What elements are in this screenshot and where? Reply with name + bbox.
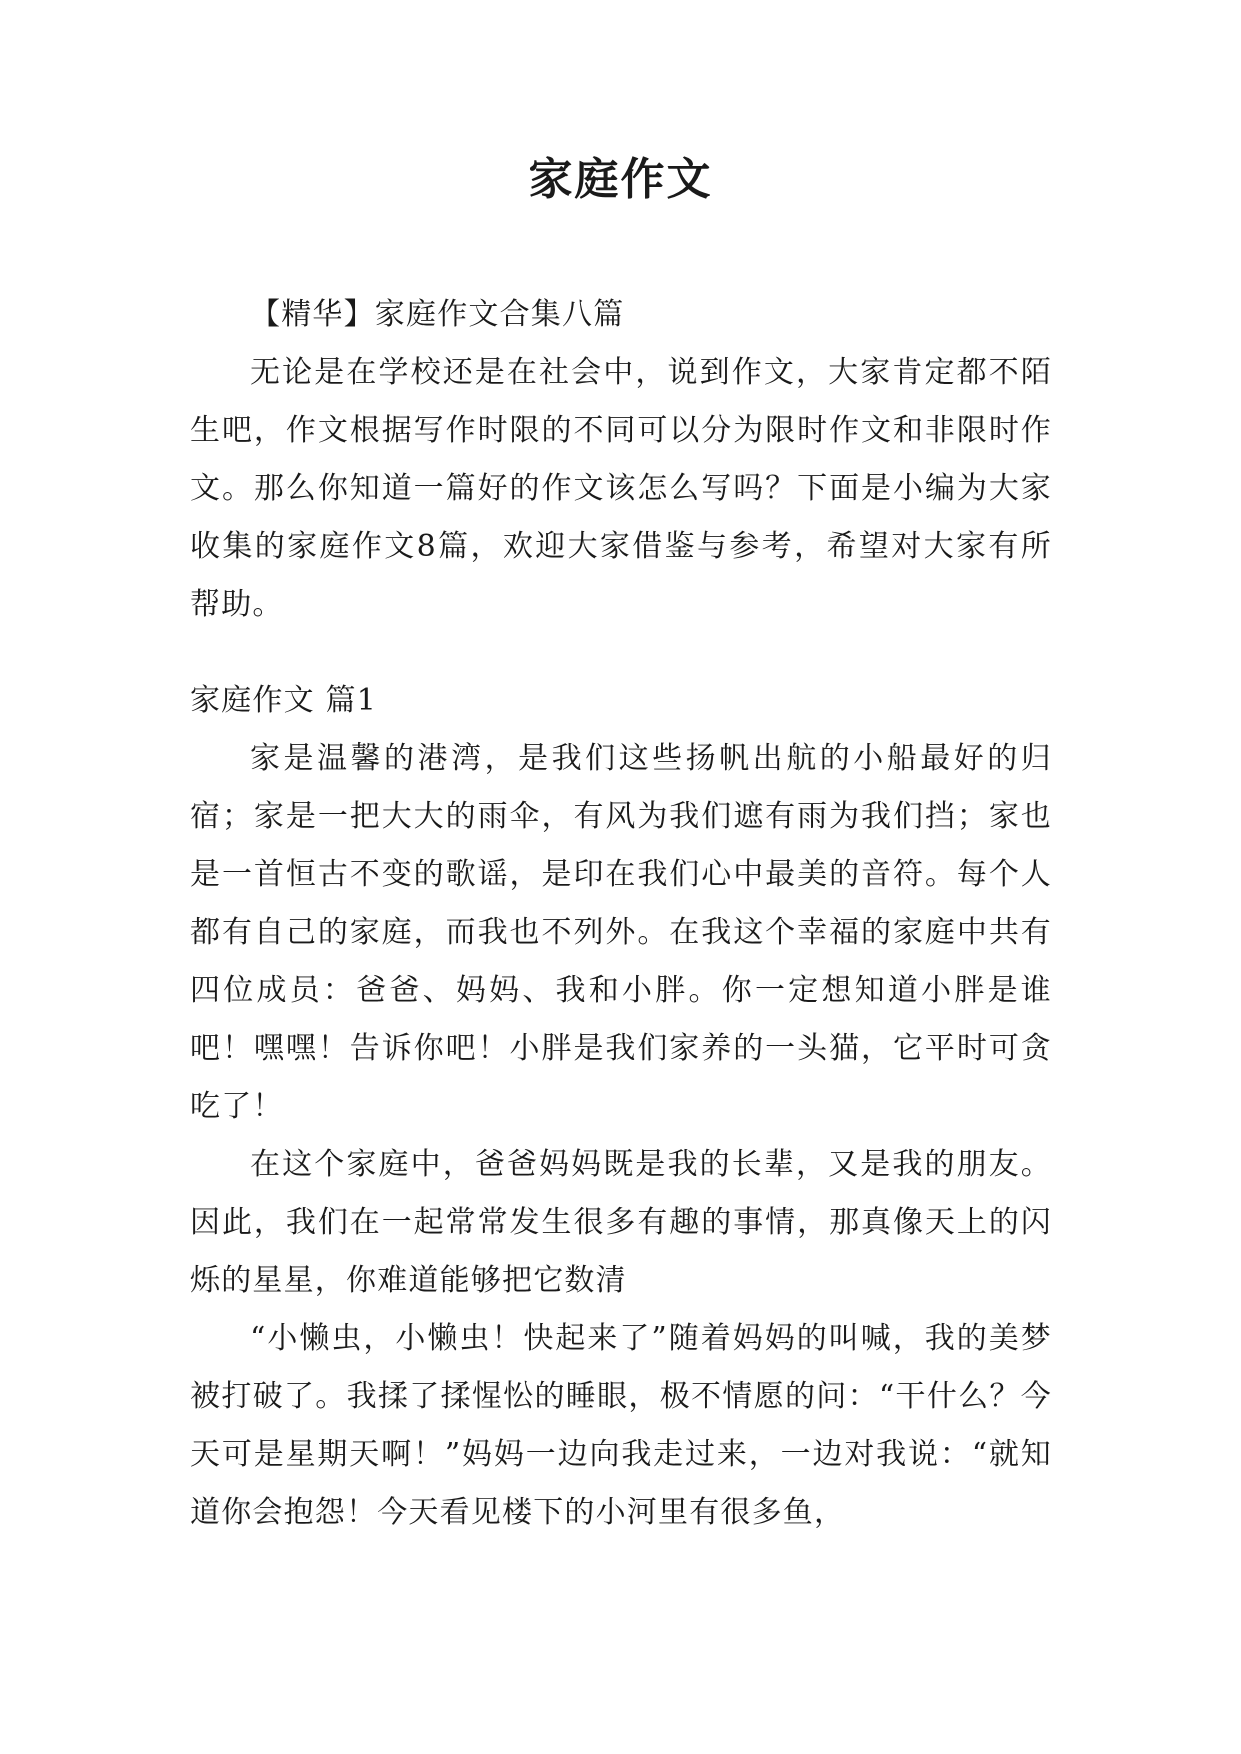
document-title: 家庭作文	[528, 154, 713, 205]
document-body	[190, 286, 1052, 1542]
section-heading: 家庭作文 篇1	[190, 683, 378, 718]
body-paragraph-2: 在这个家庭中，爸爸妈妈既是我的长辈，又是我的朋友。因此，我们在一起常常发生很多有趣的事情，那真像天上的闪烁的星星，你难道能够把它数清	[190, 1147, 1052, 1298]
subtitle: 【精华】家庭作文合集八篇	[250, 297, 625, 332]
body-paragraph-3: “小懒虫，小懒虫！快起来了”随着妈妈的叫喊，我的美梦被打破了。我揉了揉惺忪的睡眼，极不情愿的问：“干什么？今天可是星期天啊！”妈妈一边向我走过来，一边对我说：“就知道你会抱怨！今天看见楼下的小河里有很多鱼，	[190, 1321, 1052, 1530]
body-paragraph-1: 家是温馨的港湾，是我们这些扬帆出航的小船最好的归宿；家是一把大大的雨伞，有风为我们遮有雨为我们挡；家也是一首恒古不变的歌谣，是印在我们心中最美的音符。每个人都有自己的家庭，而我也不列外。在我这个幸福的家庭中共有四位成员：爸爸、妈妈、我和小胖。你一定想知道小胖是谁吧！嘿嘿！告诉你吧！小胖是我们家养的一头猫，它平时可贪吃了！	[190, 741, 1052, 1124]
intro-paragraph: 无论是在学校还是在社会中，说到作文，大家肯定都不陌生吧，作文根据写作时限的不同可以分为限时作文和非限时作文。那么你知道一篇好的作文该怎么写吗？下面是小编为大家收集的家庭作文8篇，欢迎大家借鉴与参考，希望对大家有所帮助。	[190, 355, 1052, 622]
